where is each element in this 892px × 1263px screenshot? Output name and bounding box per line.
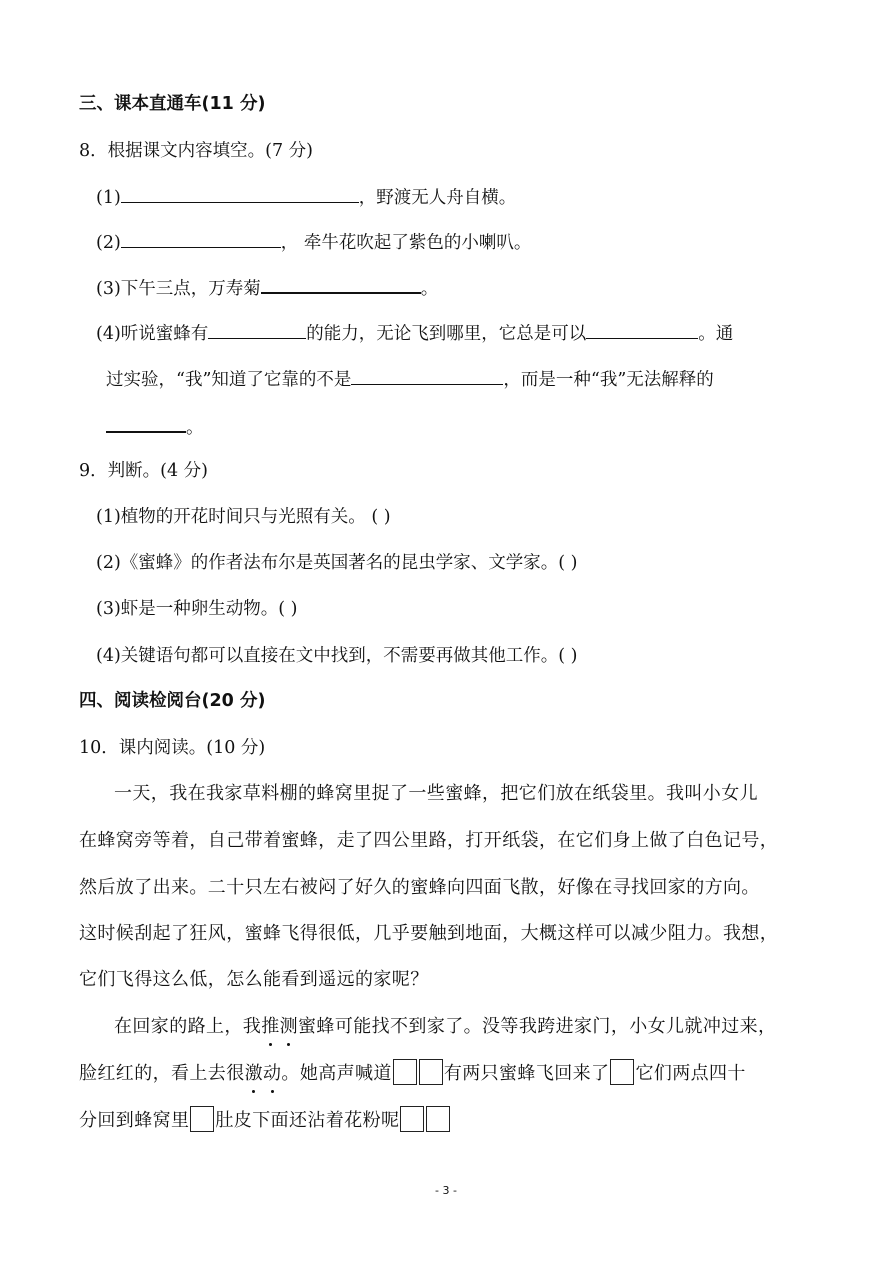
dotted-word: [261, 1016, 298, 1037]
passage-text: 分回到蜂窝里: [79, 1110, 190, 1131]
q8-item-4-text-a: (4)听说蜜蜂有: [96, 324, 209, 344]
answer-blank[interactable]: [586, 320, 698, 339]
passage-line: 然后放了出来。二十只左右被闷了好久的蜜蜂向四面飞散，好像在寻找回家的方向。: [79, 877, 760, 898]
emphasis-char: 推: [261, 1016, 280, 1037]
q8-item-3-end: 。: [420, 279, 439, 299]
answer-blank[interactable]: [121, 229, 281, 248]
emphasis-char: 测: [279, 1016, 299, 1037]
q9-item-2: (2)《蜜蜂》的作者法布尔是英国著名的昆虫学家、文学家。( ): [96, 553, 578, 573]
passage-text: 它们两点四十: [635, 1063, 746, 1084]
passage-line: [114, 1015, 776, 1039]
answer-blank[interactable]: [121, 184, 359, 203]
q8-item-1: [96, 184, 516, 210]
passage-line: 一天，我在我家草料棚的蜂窝里捉了一些蜜蜂，把它们放在纸袋里。我叫小女儿: [114, 783, 758, 804]
answer-blank[interactable]: [106, 413, 186, 433]
passage-text: 脸红红的，看上去很: [79, 1063, 245, 1084]
q8-item-4-text-e: ，而是一种“我”无法解释的: [503, 370, 714, 390]
passage-text: 。她高声喊道: [281, 1063, 392, 1084]
q8-item-3: [96, 274, 438, 301]
q8-item-4-text-b: 的能力，无论飞到哪里，它总是可以: [306, 324, 587, 344]
q8-item-4-text-f: 。: [186, 418, 204, 438]
passage-line: [79, 1108, 451, 1134]
punctuation-box[interactable]: [393, 1059, 417, 1085]
passage-line: 在蜂窝旁等着，自己带着蜜蜂，走了四公里路，打开纸袋，在它们身上做了白色记号，: [79, 830, 779, 851]
passage-text: 蜜蜂可能找不到家了。没等我跨进家门，小女儿就冲过来，: [298, 1016, 777, 1037]
page-number: - 3 -: [435, 1184, 457, 1197]
q8-item-4-line-3: [106, 413, 204, 440]
punctuation-box[interactable]: [400, 1106, 424, 1132]
q9-item-3: (3)虾是一种卵生动物。( ): [96, 599, 298, 619]
answer-blank[interactable]: [261, 274, 421, 294]
q8-item-4-line-2: [106, 366, 714, 392]
q8-item-4-text-d: 过实验，“我”知道了它靠的不是: [106, 370, 352, 390]
passage-text: 在回家的路上，我: [114, 1016, 262, 1037]
q10-title: 10．课内阅读。(10 分): [79, 738, 266, 758]
q8-item-2: [96, 229, 531, 255]
q8-item-1-text: ，野渡无人舟自横。: [358, 188, 517, 208]
section-3-title: 三、课本直通车(11 分): [79, 94, 266, 114]
punctuation-box[interactable]: [426, 1106, 450, 1132]
emphasis-char: 激: [244, 1063, 264, 1084]
passage-line: [79, 1061, 746, 1087]
q8-item-4-line-1: [96, 320, 733, 346]
q8-item-2-prefix: (2): [96, 233, 121, 253]
passage-line: 它们飞得这么低，怎么能看到遥远的家呢？: [79, 969, 429, 990]
punctuation-box[interactable]: [190, 1106, 214, 1132]
passage-line: 这时候刮起了狂风，蜜蜂飞得很低，几乎要触到地面，大概这样可以减少阻力。我想，: [79, 923, 779, 944]
answer-blank[interactable]: [351, 366, 503, 385]
emphasis-char: 动: [263, 1063, 282, 1084]
passage-text: 有两只蜜蜂飞回来了: [443, 1063, 610, 1084]
q8-item-2-text: ， 牵牛花吹起了紫色的小喇叭。: [280, 233, 532, 253]
q9-item-1: (1)植物的开花时间只与光照有关。 ( ): [96, 507, 391, 527]
q8-item-1-prefix: (1): [96, 188, 121, 208]
answer-blank[interactable]: [208, 320, 306, 339]
q9-item-4: (4)关键语句都可以直接在文中找到，不需要再做其他工作。( ): [96, 646, 578, 666]
punctuation-box[interactable]: [419, 1059, 443, 1085]
q8-item-3-text: (3)下午三点，万寿菊: [96, 279, 261, 299]
q8-item-4-text-c: 。通: [698, 324, 734, 344]
section-4-title: 四、阅读检阅台(20 分): [79, 691, 266, 711]
q9-title: 9．判断。(4 分): [79, 461, 208, 481]
dotted-word: [245, 1063, 282, 1084]
punctuation-box[interactable]: [610, 1059, 634, 1085]
passage-text: 肚皮下面还沾着花粉呢: [215, 1110, 400, 1131]
q8-title: 8．根据课文内容填空。(7 分): [79, 141, 313, 161]
